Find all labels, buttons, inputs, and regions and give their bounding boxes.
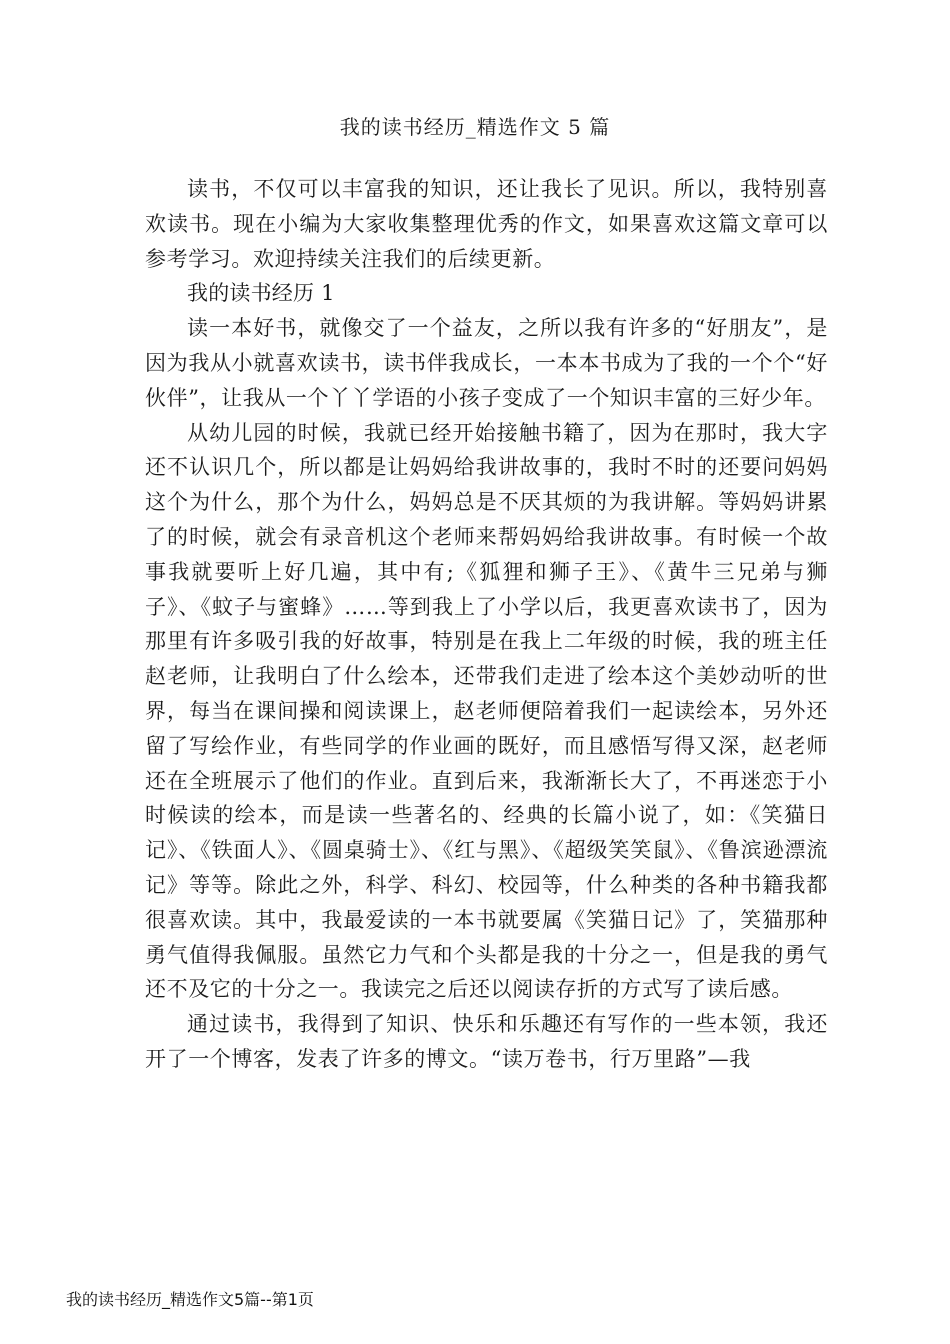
page-footer: 我的读书经历_精选作文5篇--第1页 [66,1290,314,1309]
document-title: 我的读书经历_精选作文 5 篇 [339,115,611,139]
intro-paragraph: 读书，不仅可以丰富我的知识，还让我长了见识。所以，我特别喜欢读书。现在小编为大家收集整理优秀的作文，如果喜欢这篇文章可以参考学习。欢迎持续关注我们的后续更新。 [145,177,828,271]
section-heading: 我的读书经历 1 [187,281,335,306]
document-body [145,172,828,1077]
body-paragraph: 读一本好书，就像交了一个益友，之所以我有许多的“好朋友”，是因为我从小就喜欢读书，读书伴我成长，一本本书成为了我的一个个“好伙伴”，让我从一个丫丫学语的小孩子变成了一个知识丰富的三好少年。 [145,316,829,410]
body-paragraph: 通过读书，我得到了知识、快乐和乐趣还有写作的一些本领，我还开了一个博客，发表了许多的博文。“读万卷书，行万里路”—我 [145,1012,828,1071]
body-paragraph: 从幼儿园的时候，我就已经开始接触书籍了，因为在那时，我大字还不认识几个，所以都是让妈妈给我讲故事的，我时不时的还要问妈妈这个为什么，那个为什么，妈妈总是不厌其烦的为我讲解。等妈妈讲累了的时候，就会有录音机这个老师来帮妈妈给我讲故事。有时候一个故事我就要听上好几遍，其中有;《狐狸和狮子王》、《黄牛三兄弟与狮子》、《蚊子与蜜蜂》……等到我上了小学以后，我更喜欢读书了，因为那里有许多吸引我的好故事，特别是在我上二年级的时候，我的班主任赵老师，让我明白了什么绘本，还带我们走进了绘本这个美妙动听的世界，每当在课间操和阅读课上，赵老师便陪着我们一起读绘本，另外还留了写绘作业，有些同学的作业画的既好，而且感悟写得又深，赵老师还在全班展示了他们的作业。直到后来，我渐渐长大了，不再迷恋于小时候读的绘本，而是读一些著名的、经典的长篇小说了，如：《笑猫日记》、《铁面人》、《圆桌骑士》、《红与黑》、《超级笑笑鼠》、《鲁滨逊漂流记》等等。除此之外，科学、科幻、校园等，什么种类的各种书籍我都很喜欢读。其中，我最爱读的一本书就要属《笑猫日记》了，笑猫那种勇气值得我佩服。虽然它力气和个头都是我的十分之一，但是我的勇气还不及它的十分之一。我读完之后还以阅读存折的方式写了读后感。 [145,420,828,1002]
